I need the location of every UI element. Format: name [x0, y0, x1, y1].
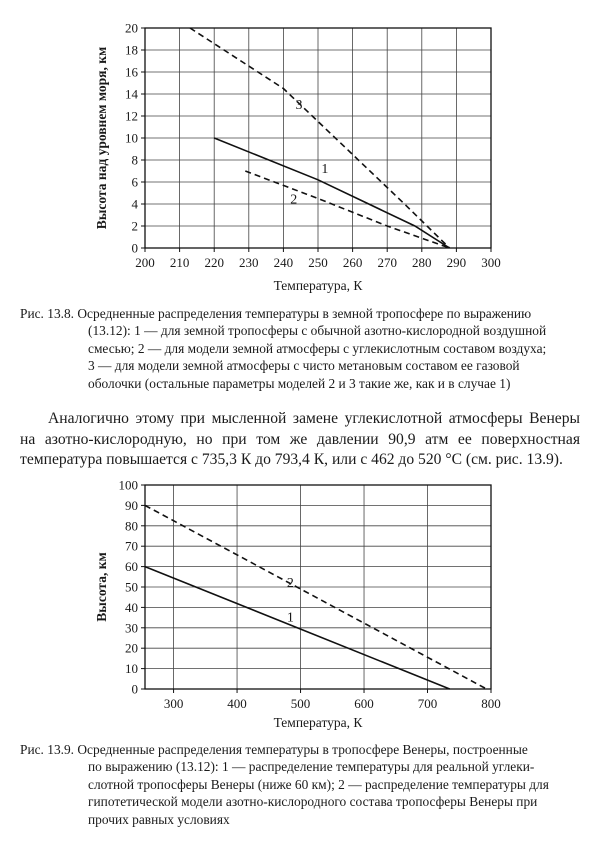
series-line-2: [245, 171, 449, 248]
x-tick-label: 210: [169, 255, 190, 270]
y-axis-label: Высота над уровнем моря, км: [94, 46, 109, 230]
caption-line: смесью; 2 — для модели земной атмосферы с углекислотным составом воздуха;: [88, 340, 547, 356]
caption-line: гипотетической модели азотно-кислородного состава тропосферы Венеры при: [88, 794, 538, 810]
y-tick-label: 4: [131, 196, 138, 212]
x-tick-label: 200: [135, 255, 155, 270]
x-tick-label: 250: [308, 255, 328, 270]
y-tick-label: 100: [118, 477, 138, 493]
y-tick-label: 70: [125, 538, 138, 554]
curve-label: 1: [286, 610, 294, 626]
caption-line: (13.12): 1 — для земной тропосферы с обычной азотно-кислородной воздушной: [88, 323, 547, 339]
caption-first-line: Рис. 13.9. Осредненные распределения температуры в тропосфере Венеры, построенные: [20, 742, 528, 757]
caption-line: оболочки (остальные параметры моделей 2 и 3 такие же, как и в случае 1): [88, 375, 511, 391]
y-tick-label: 0: [131, 240, 138, 256]
caption-line: по выражению (13.12): 1 — распределение температуры для реальной углеки-: [88, 759, 535, 775]
x-tick-label: 240: [273, 255, 294, 270]
y-tick-label: 2: [131, 218, 138, 234]
figure-13-8-chart: [0, 0, 600, 300]
x-axis-label: Температура, К: [273, 715, 363, 730]
caption-line: 3 — для модели земной атмосферы с чисто метановым составом ее газовой: [88, 358, 520, 374]
x-tick-label: 500: [290, 696, 311, 711]
y-tick-label: 50: [125, 579, 138, 595]
y-tick-label: 30: [125, 620, 138, 636]
x-tick-label: 400: [227, 696, 247, 711]
x-tick-label: 800: [481, 696, 501, 711]
curve-label: 1: [321, 161, 329, 177]
curve-label: 3: [295, 98, 303, 113]
x-axis-label: Температура, К: [273, 278, 363, 293]
y-tick-label: 18: [125, 42, 138, 58]
x-tick-label: 220: [204, 255, 224, 270]
y-tick-label: 8: [131, 152, 138, 168]
y-tick-label: 14: [125, 86, 138, 102]
curve-label: 2: [286, 575, 294, 591]
y-tick-label: 12: [125, 108, 138, 124]
x-tick-label: 280: [412, 255, 432, 270]
y-tick-label: 80: [125, 518, 138, 534]
figure-13-9-caption: [20, 741, 580, 828]
caption-first-line: Рис. 13.8. Осредненные распределения температуры в земной тропосфере по выражению: [20, 306, 532, 321]
curve-label: 2: [290, 192, 298, 208]
figure-13-9-chart: [0, 470, 600, 735]
figure-13-8-caption: [20, 305, 580, 392]
body-paragraph: Аналогично этому при мысленной замене углекислотной атмосферы Венеры на азотно-кислородную, но при том же давлении 90,9 атм ее поверхностная температура повышается с 735,3 К до 793,4 К, или с 462 до 520 °С (см. рис. 13.9).: [20, 410, 580, 468]
caption-line: прочих равных условиях: [88, 811, 230, 827]
x-tick-label: 290: [446, 255, 467, 270]
x-tick-label: 300: [163, 696, 184, 711]
x-tick-label: 600: [354, 696, 374, 711]
x-tick-label: 700: [417, 696, 438, 711]
x-tick-label: 300: [481, 255, 501, 270]
y-tick-label: 20: [125, 640, 138, 656]
y-tick-label: 10: [125, 130, 138, 146]
x-tick-label: 260: [342, 255, 363, 270]
caption-line: слотной тропосферы Венеры (ниже 60 км); 2 — распределение температуры для: [88, 776, 549, 792]
y-tick-label: 40: [125, 599, 138, 615]
y-tick-label: 10: [125, 661, 138, 677]
series-line-2: [145, 505, 487, 689]
y-axis-label: Высота, км: [94, 552, 109, 622]
y-tick-label: 60: [125, 559, 138, 575]
x-tick-label: 230: [239, 255, 259, 270]
y-tick-label: 6: [131, 174, 138, 190]
y-tick-label: 20: [125, 20, 138, 36]
series-line-1: [214, 138, 449, 248]
y-tick-label: 0: [131, 681, 138, 697]
y-tick-label: 16: [125, 64, 138, 80]
y-tick-label: 90: [125, 497, 138, 513]
x-tick-label: 270: [377, 255, 397, 270]
